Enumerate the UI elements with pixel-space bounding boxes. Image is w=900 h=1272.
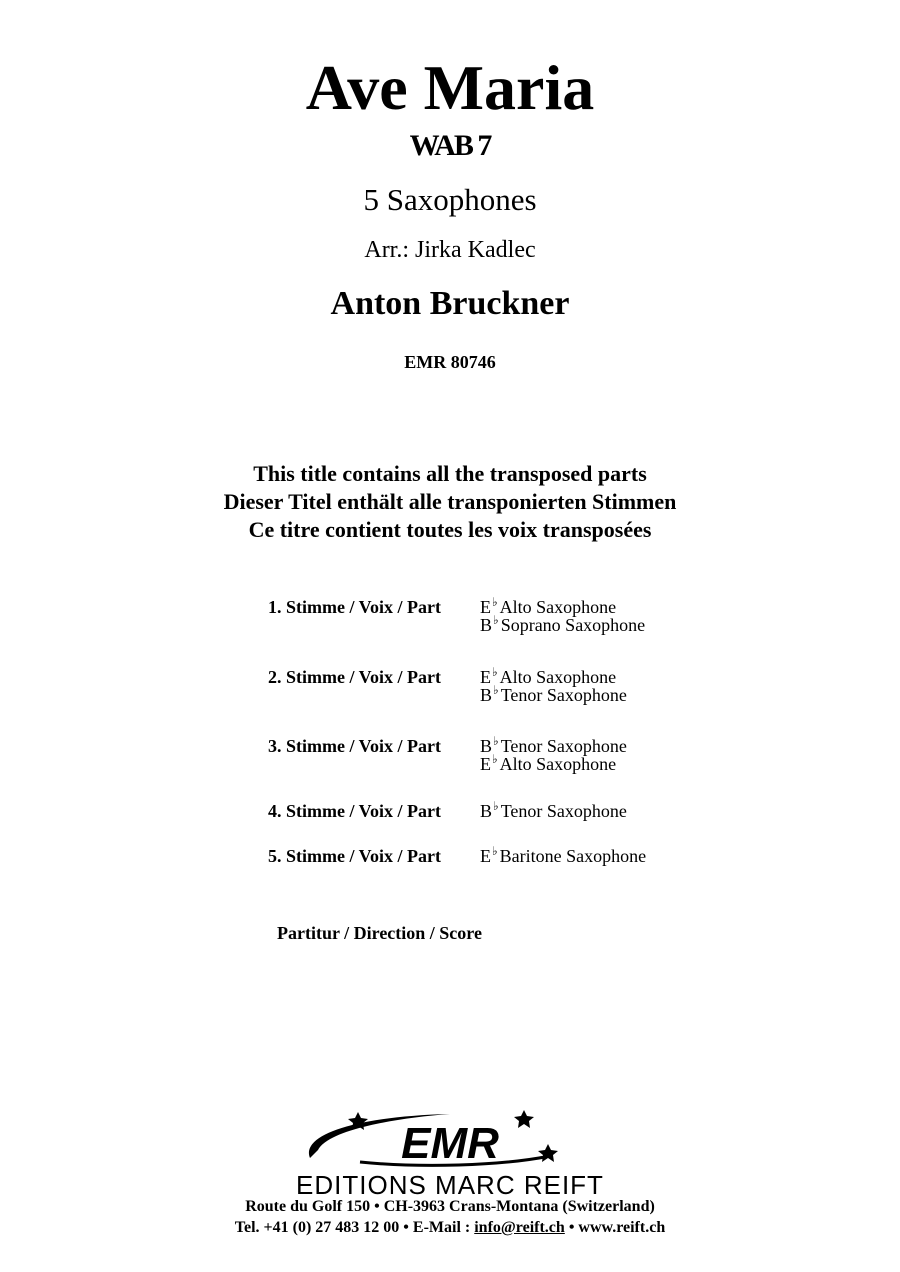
part-label: 5. Stimme / Voix / Part [268, 846, 441, 866]
instrument-name: Alto Saxophone [499, 597, 617, 617]
key-letter: E [480, 597, 491, 617]
logo-text: EMR [401, 1119, 499, 1168]
key-letter: B [480, 801, 493, 821]
key-letter: E [480, 754, 491, 774]
instrumentation: 5 Saxophones [363, 182, 537, 217]
flat-symbol: ♭ [492, 595, 498, 609]
email-link[interactable]: info@reift.ch [474, 1219, 565, 1236]
score-label: Partitur / Direction / Score [277, 923, 482, 943]
key-letter: E [480, 846, 491, 866]
instrument-name: Soprano Saxophone [500, 615, 646, 635]
website-link[interactable]: • www.reift.ch [564, 1219, 666, 1236]
instrument-line [480, 752, 617, 775]
flat-symbol: ♭ [493, 734, 499, 748]
emr-logo [300, 1106, 570, 1172]
flat-symbol: ♭ [492, 844, 498, 858]
instrument-name: Tenor Saxophone [500, 685, 627, 705]
instrument-name: Alto Saxophone [499, 754, 617, 774]
flat-symbol: ♭ [493, 613, 499, 627]
instrument-line [480, 799, 627, 822]
key-letter: B [480, 615, 493, 635]
instrument-name: Tenor Saxophone [500, 801, 627, 821]
arranger: Arr.: Jirka Kadlec [364, 237, 536, 263]
page-title: Ave Maria [305, 52, 595, 123]
flat-symbol: ♭ [492, 665, 498, 679]
part-label: 4. Stimme / Voix / Part [268, 801, 441, 821]
instrument-name: Tenor Saxophone [500, 736, 627, 756]
instrument-name: Baritone Saxophone [499, 846, 647, 866]
flat-symbol: ♭ [492, 752, 498, 766]
flat-symbol: ♭ [493, 683, 499, 697]
publisher-name: EDITIONS MARC REIFT [296, 1170, 604, 1200]
star-icon [538, 1144, 558, 1162]
notice-english: This title contains all the transposed parts [253, 461, 647, 486]
instrument-line [480, 683, 627, 706]
notice-french: Ce titre contient toutes les voix transposées [248, 517, 652, 542]
flat-symbol: ♭ [493, 799, 499, 813]
edition-number: EMR 80746 [404, 352, 496, 372]
part-label: 2. Stimme / Voix / Part [268, 667, 441, 687]
part-label: 3. Stimme / Voix / Part [268, 736, 441, 756]
publisher-address: Route du Golf 150 • CH-3963 Crans-Montana (Switzerland) [245, 1198, 655, 1215]
publisher-contact [0, 1218, 900, 1238]
composer: Anton Bruckner [330, 285, 570, 322]
catalog-number: WAB 7 [409, 129, 491, 162]
instrument-name: Alto Saxophone [499, 667, 617, 687]
instrument-line [480, 613, 646, 636]
star-icon [514, 1110, 534, 1128]
telephone: Tel. +41 (0) 27 483 12 00 • E-Mail : [234, 1219, 475, 1236]
key-letter: B [480, 685, 493, 705]
key-letter: B [480, 736, 493, 756]
notice-german: Dieser Titel enthält alle transponierten Stimmen [223, 489, 677, 514]
instrument-line [480, 844, 647, 867]
key-letter: E [480, 667, 491, 687]
part-label: 1. Stimme / Voix / Part [268, 597, 441, 617]
